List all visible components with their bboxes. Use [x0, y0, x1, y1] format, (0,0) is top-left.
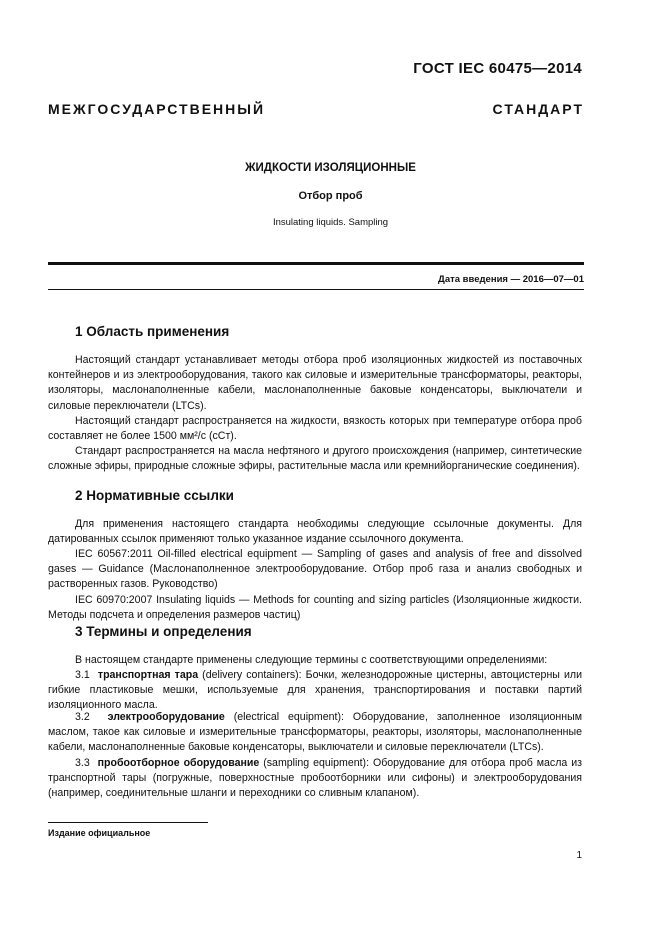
document-subtitle: Отбор проб — [298, 190, 363, 202]
term-number: 3.1 — [75, 669, 90, 681]
term-number: 3.2 — [75, 711, 90, 723]
term-definition: (sampling equipment): Оборудование для отбора проб масла из транспортной тары (погружные, поверхностные пробоотборники или сифоны) и электрооборудования (например, соединительные шланги и переходники со сливным клапаном). — [48, 757, 582, 800]
term-name: транспортная тара — [97, 669, 199, 681]
section-3-intro — [48, 653, 582, 668]
term-definition: (electrical equipment): Оборудование, заполненное изоляционным маслом, такое как силовые и измерительные трансформаторы, реакторы, изоляторы, маслонаполненные кабели, маслонаполненные баковые конденсаторы, выключатели и силовые переключатели (LTCs). — [48, 711, 583, 754]
standard-type-text: МЕЖГОСУДАРСТВЕННЫЙ СТАНДАРТ — [48, 101, 584, 117]
edition-note: Издание официальное — [48, 828, 151, 838]
section-3-heading: 3 Термины и определения — [75, 624, 252, 639]
document-title: ЖИДКОСТИ ИЗОЛЯЦИОННЫЕ — [245, 162, 416, 174]
term-name: электрооборудование — [107, 711, 225, 723]
divider-thin — [48, 289, 584, 290]
section-1-heading: 1 Область применения — [75, 324, 230, 339]
paragraph-text: Для применения настоящего стандарта необходимы следующие ссылочные документы. Для датированных ссылок применяют только указанное издание ссылочного документа. — [48, 518, 582, 546]
paragraph-text: Стандарт распространяется на масла нефтяного и другого происхождения (например, синтетические сложные эфиры, природные сложные эфиры, растительные масла или кремнийорганические соединения). — [48, 445, 582, 473]
paragraph-text: Настоящий стандарт устанавливает методы отбора проб изоляционных жидкостей из поставочных контейнеров и из электрооборудования, такого как силовые и измерительные трансформаторы, реакторы, изоляторы, маслонаполненные кабели, маслонаполненные баковые конденсаторы, выключатели и силовые переключатели (LTCs). — [48, 354, 582, 412]
term-number: 3.3 — [75, 757, 90, 769]
section-2-paragraph-1 — [48, 517, 582, 547]
section-2-reference-2 — [48, 593, 582, 623]
divider-thick — [48, 262, 584, 265]
term-3-3 — [48, 756, 582, 802]
section-2-heading: 2 Нормативные ссылки — [75, 488, 234, 503]
section-1-paragraph-2 — [48, 414, 582, 444]
document-title-english: Insulating liquids. Sampling — [272, 217, 389, 228]
paragraph-text: В настоящем стандарте применены следующие термины с соответствующими определениями: — [75, 654, 548, 666]
section-1-paragraph-1 — [48, 353, 582, 414]
paragraph-text: Настоящий стандарт распространяется на жидкости, вязкость которых при температуре отбора проб составляет не более 1500 мм²/с (сСт). — [48, 415, 582, 443]
standard-type-heading — [48, 101, 584, 117]
paragraph-text: IEC 60970:2007 Insulating liquids — Methods for counting and sizing particles (Изоляционные жидкости. Методы подсчета и определения размеров частиц) — [48, 594, 582, 622]
section-2-reference-1 — [48, 547, 582, 593]
introduction-date: Дата введения — 2016—07—01 — [438, 274, 584, 285]
term-name: пробоотборное оборудование — [97, 757, 260, 769]
section-1-paragraph-3 — [48, 444, 582, 474]
document-code: ГОСТ IEC 60475—2014 — [413, 60, 582, 77]
paragraph-text: IEC 60567:2011 Oil-filled electrical equipment — Sampling of gases and analysis of free and dissolved gases — Guidance (Маслонаполненное электрооборудование. Отбор проб газа и анализ свободных и растворенных газов. Руководство) — [48, 548, 582, 591]
term-definition: (delivery containers): Бочки, железнодорожные цистерны, автоцистерны или гибкие пластиковые мешки, используемые для хранения, транспортирования и поставки партий изоляционного масла. — [48, 669, 582, 712]
term-3-2 — [48, 710, 582, 756]
page-number: 1 — [576, 850, 582, 861]
term-3-1 — [48, 668, 582, 714]
footer-divider — [48, 822, 208, 823]
